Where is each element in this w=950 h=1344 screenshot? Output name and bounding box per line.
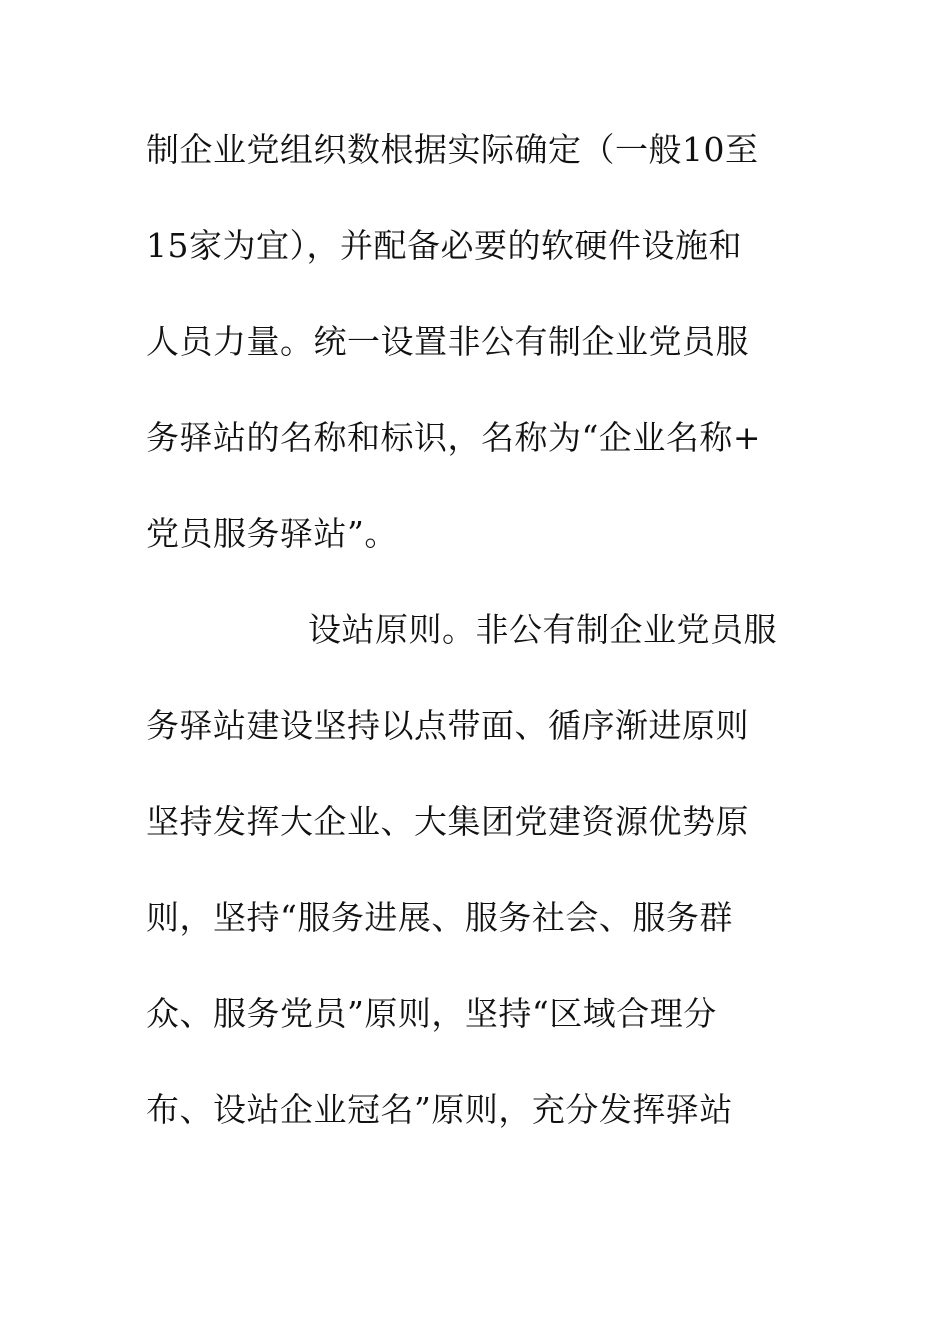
paragraph-first-line: 设站原则。非公有制企业党员服 bbox=[308, 610, 777, 649]
text-line: 15家为宜），并配备必要的软硬件设施和 bbox=[146, 226, 742, 265]
text-line: 制企业党组织数根据实际确定（一般10至 bbox=[146, 130, 759, 169]
text-line: 党员服务驿站”。 bbox=[146, 514, 398, 553]
text-line: 坚持发挥大企业、大集团党建资源优势原 bbox=[146, 802, 749, 841]
text-line: 人员力量。统一设置非公有制企业党员服 bbox=[146, 322, 749, 361]
text-line: 众、服务党员”原则，坚持“区域合理分 bbox=[146, 994, 717, 1033]
text-line: 务驿站建设坚持以点带面、循序渐进原则 bbox=[146, 706, 749, 745]
body-text bbox=[146, 128, 808, 1184]
text-line: 务驿站的名称和标识，名称为“企业名称+ bbox=[146, 418, 762, 457]
text-line: 则，坚持“服务进展、服务社会、服务群 bbox=[146, 898, 733, 937]
text-line: 布、设站企业冠名”原则，充分发挥驿站 bbox=[146, 1090, 733, 1129]
